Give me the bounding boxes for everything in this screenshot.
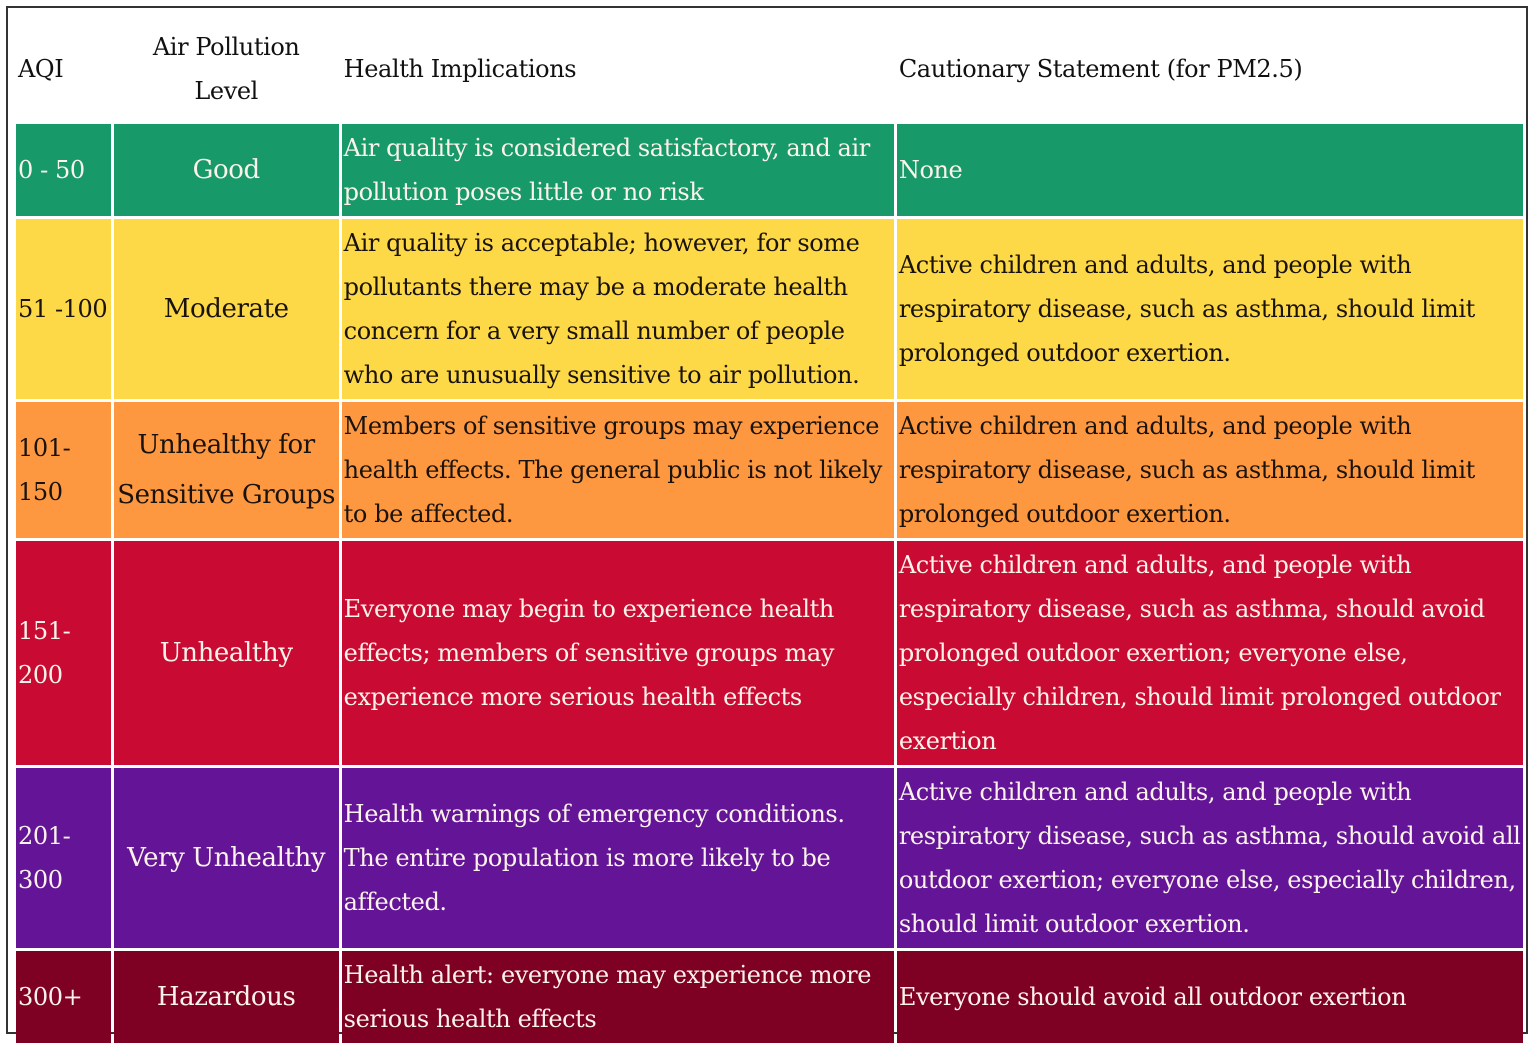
health-cell: Health alert: everyone may experience more serious health effects [342,951,894,1043]
aqi-table [13,13,1526,1046]
aqi-cell: 300+ [16,951,111,1043]
aqi-cell: 151-200 [16,541,111,765]
table-row-hazardous [16,951,1523,1043]
caution-cell: None [897,124,1523,216]
caution-cell: Active children and adults, and people with respiratory disease, such as asthma, should limit prolonged outdoor exertion. [897,402,1523,538]
level-cell: Good [114,124,339,216]
health-cell: Air quality is acceptable; however, for some pollutants there may be a moderate health concern for a very small number of people who are unusually sensitive to air pollution. [342,219,894,399]
table-row-good [16,124,1523,216]
header-caution: Cautionary Statement (for PM2.5) [897,16,1523,121]
level-cell: Moderate [114,219,339,399]
header-health: Health Implications [342,16,894,121]
caution-cell: Active children and adults, and people with respiratory disease, such as asthma, should avoid all outdoor exertion; everyone else, especially children, should limit outdoor exertion. [897,768,1523,948]
table-frame [6,6,1528,1034]
caution-cell: Active children and adults, and people with respiratory disease, such as asthma, should avoid prolonged outdoor exertion; everyone else, especially children, should limit prolonged outdoor exertion [897,541,1523,765]
health-cell: Air quality is considered satisfactory, and air pollution poses little or no risk [342,124,894,216]
aqi-cell: 0 - 50 [16,124,111,216]
table-row-unhealthy-sensitive [16,402,1523,538]
level-cell: Unhealthy for Sensitive Groups [114,402,339,538]
header-aqi: AQI [16,16,111,121]
aqi-cell: 51 -100 [16,219,111,399]
level-cell: Unhealthy [114,541,339,765]
caution-cell: Active children and adults, and people with respiratory disease, such as asthma, should limit prolonged outdoor exertion. [897,219,1523,399]
health-cell: Everyone may begin to experience health effects; members of sensitive groups may experience more serious health effects [342,541,894,765]
level-cell: Very Unhealthy [114,768,339,948]
health-cell: Members of sensitive groups may experience health effects. The general public is not likely to be affected. [342,402,894,538]
aqi-cell: 201-300 [16,768,111,948]
header-level: Air Pollution Level [114,16,339,121]
aqi-cell: 101-150 [16,402,111,538]
table-row-moderate [16,219,1523,399]
header-row [16,16,1523,121]
caution-cell: Everyone should avoid all outdoor exertion [897,951,1523,1043]
health-cell: Health warnings of emergency conditions. The entire population is more likely to be affected. [342,768,894,948]
table-row-unhealthy [16,541,1523,765]
table-row-very-unhealthy [16,768,1523,948]
level-cell: Hazardous [114,951,339,1043]
